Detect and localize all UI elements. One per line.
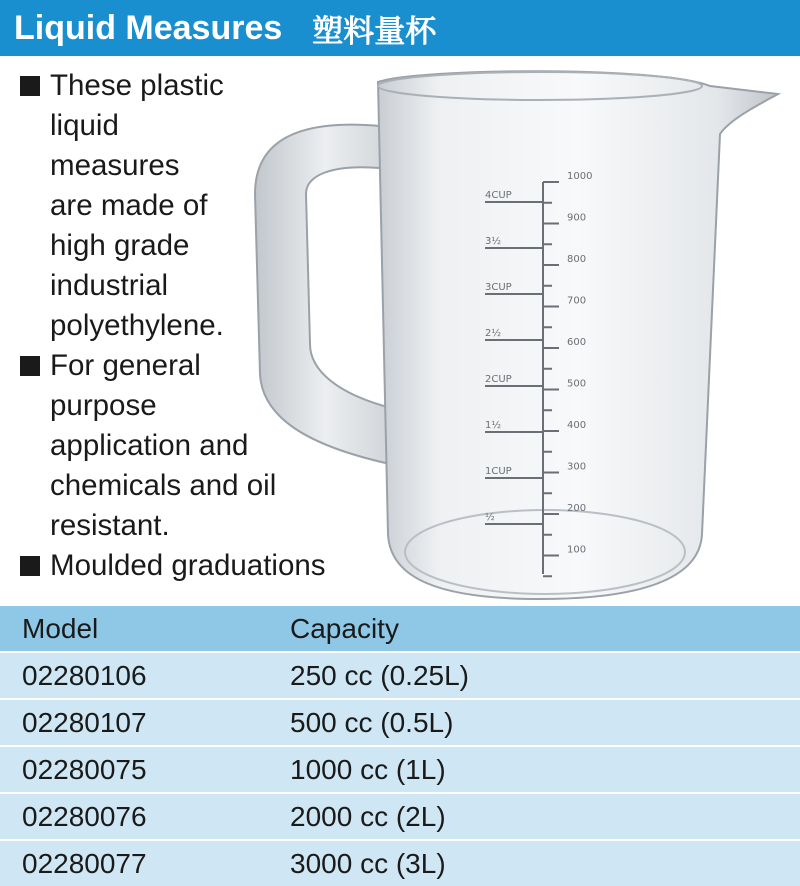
ml-label: 700 bbox=[567, 295, 587, 307]
content-area bbox=[0, 56, 800, 604]
feature-line: are made of bbox=[50, 189, 208, 222]
ml-label: 800 bbox=[567, 254, 587, 265]
table-row bbox=[0, 746, 800, 793]
feature-line: These plastic bbox=[50, 69, 224, 102]
measuring-jug-image bbox=[240, 64, 800, 604]
ml-label: 500 bbox=[567, 378, 587, 390]
feature-line: measures bbox=[50, 149, 180, 182]
feature-line: high grade bbox=[50, 229, 190, 262]
capacity-cell: 1000 cc (1L) bbox=[268, 746, 800, 793]
ml-label: 200 bbox=[567, 503, 587, 514]
feature-text bbox=[50, 66, 224, 346]
model-cell: 02280076 bbox=[0, 793, 268, 840]
bullet-square-icon bbox=[20, 356, 40, 376]
cup-label: 1½ bbox=[485, 420, 502, 431]
feature-line: purpose bbox=[50, 389, 157, 422]
title-english: Liquid Measures bbox=[14, 8, 283, 47]
cup-label: 4CUP bbox=[485, 190, 512, 201]
cup-label: 2½ bbox=[485, 328, 502, 339]
capacity-cell: 500 cc (0.5L) bbox=[268, 699, 800, 746]
capacity-cell: 3000 cc (3L) bbox=[268, 840, 800, 886]
capacity-cell: 250 cc (0.25L) bbox=[268, 652, 800, 699]
feature-line: liquid bbox=[50, 109, 119, 142]
feature-line: industrial bbox=[50, 269, 169, 302]
feature-line: chemicals and oil bbox=[50, 469, 277, 502]
cup-label: 3½ bbox=[485, 236, 502, 247]
model-cell: 02280106 bbox=[0, 652, 268, 699]
table-header-row bbox=[0, 605, 800, 652]
model-cell: 02280107 bbox=[0, 699, 268, 746]
table-row bbox=[0, 793, 800, 840]
feature-line: application and bbox=[50, 429, 249, 462]
title-bar bbox=[0, 0, 800, 56]
bullet-square-icon bbox=[20, 556, 40, 576]
ml-label: 1000 bbox=[567, 171, 593, 182]
ml-label: 600 bbox=[567, 337, 587, 348]
column-header-model: Model bbox=[0, 605, 268, 652]
title-chinese: 塑料量杯 bbox=[312, 13, 437, 50]
spec-table bbox=[0, 604, 800, 886]
feature-line: polyethylene. bbox=[50, 309, 224, 342]
table-row bbox=[0, 652, 800, 699]
feature-line: resistant. bbox=[50, 509, 170, 542]
capacity-cell: 2000 cc (2L) bbox=[268, 793, 800, 840]
ml-label: 300 bbox=[567, 461, 587, 473]
ml-label: 400 bbox=[567, 420, 587, 431]
cup-label: 1CUP bbox=[485, 466, 512, 477]
table-row bbox=[0, 840, 800, 886]
feature-line: For general bbox=[50, 349, 201, 382]
cup-label: 3CUP bbox=[485, 282, 512, 293]
cup-label: 2CUP bbox=[485, 374, 512, 385]
model-cell: 02280075 bbox=[0, 746, 268, 793]
ml-label: 900 bbox=[567, 212, 587, 224]
bullet-square-icon bbox=[20, 76, 40, 96]
column-header-capacity: Capacity bbox=[268, 605, 800, 652]
cup-label: ½ bbox=[485, 512, 495, 523]
ml-label: 100 bbox=[567, 544, 587, 556]
model-cell: 02280077 bbox=[0, 840, 268, 886]
table-row bbox=[0, 699, 800, 746]
feature-line: Moulded graduations bbox=[50, 549, 326, 582]
